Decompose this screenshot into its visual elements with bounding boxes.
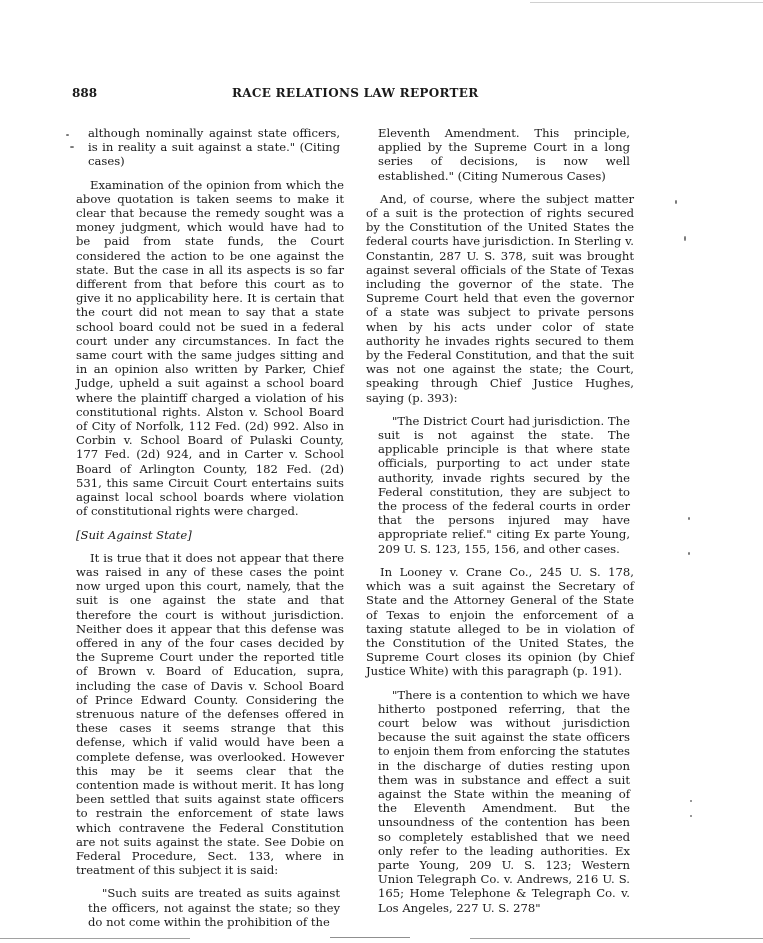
scan-edge-line <box>530 2 763 3</box>
quote-continuation: although nominally against state officers, is in reality a suit against a state." (Citing cases) <box>88 126 340 169</box>
right-column <box>366 126 634 924</box>
left-column <box>76 126 344 938</box>
scan-speck <box>684 236 686 241</box>
paragraph: Examination of the opinion from which the above quotation is taken seems to make it clear that because the remedy sought was a money judgment, which would have had to be paid from state funds, the Court considered the action to be one against the state. But the case in all its aspects is so far different from that before this court as to give it no applicability here. It is certain that the court did not mean to say that a state school board could not be sued in a federal court under any circumstances. In fact the same court with the same judges sitting and in an opinion also written by Parker, Chief Judge, upheld a suit against a school board where the plaintiff charged a violation of his constitutional rights. Alston v. School Board of City of Norfolk, 112 Fed. (2d) 992. Also in Corbin v. School Board of Pulaski County, 177 Fed. (2d) 924, and in Carter v. School Board of Arlington County, 182 Fed. (2d) 531, this same Circuit Court entertains suits against local school boards where violation of constitutional rights were charged. <box>76 177 344 519</box>
page-number: 888 <box>72 86 98 100</box>
scan-speck <box>675 200 677 204</box>
block-quote: "The District Court had jurisdiction. The suit is not against the state. The applicable principle is that where state officials, purporting to act under state authority, invade rights secured by the Federal constitution, they are subject to the process of the federal courts in order that the persons injured may have appropriate relief." citing Ex parte Young, 209 U. S. 123, 155, 156, and other cases. <box>378 413 630 556</box>
page-header <box>72 86 682 104</box>
paragraph: It is true that it does not appear that there was raised in any of these cases the point now urged upon this court, namely, that the suit is one against the state and that therefore the court is without jurisdiction. Neither does it appear that this defense was offered in any of the four cases decided by the Supreme Court under the reported title of Brown v. Board of Education, supra, including the case of Davis v. School Board of Prince Edward County. Considering the strenuous nature of the defenses offered in these cases it seems strange that this defense, which if valid would have been a complete defense, was overlooked. However this may be it seems clear that the contention made is without merit. It has long been settled that suits against state officers to restrain the enforcement of state laws which contravene the Federal Constitution are not suits against the state. See Dobie on Federal Procedure, Sect. 133, where in treatment of this subject it is said: <box>76 550 344 878</box>
quote-continuation: Eleventh Amendment. This principle, applied by the Supreme Court in a long series of decisions, is now well established." (Citing Numerous Cases) <box>378 126 630 183</box>
block-quote: "Such suits are treated as suits against the officers, not against the state; so they do not come within the prohibition of the <box>88 886 340 929</box>
section-heading: [Suit Against State] <box>76 528 192 543</box>
scan-speck <box>66 134 69 136</box>
scan-speck <box>688 552 690 555</box>
scan-speck <box>690 815 692 817</box>
scan-speck <box>690 800 692 802</box>
running-head: RACE RELATIONS LAW REPORTER <box>232 86 479 100</box>
scan-edge-line <box>470 938 763 939</box>
paragraph: In Looney v. Crane Co., 245 U. S. 178, which was a suit against the Secretary of State and the Attorney General of the State of Texas to enjoin the enforcement of a taxing statute alleged to be in violation of the Constitution of the United States, the Supreme Court closes its opinion (by Chief Justice White) with this paragraph (p. 191). <box>366 564 634 679</box>
scan-edge-line <box>330 937 410 938</box>
block-quote: "There is a contention to which we have hitherto postponed referring, that the court below was without jurisdiction because the suit against the state officers to enjoin them from enforcing the statutes in the discharge of duties resting upon them was in substance and effect a suit against the State within the meaning of the Eleventh Amendment. But the unsoundness of the contention has been so completely established that we need only refer to the leading authorities. Ex parte Young, 209 U. S. 123; Western Union Telegraph Co. v. Andrews, 216 U. S. 165; Home Telephone & Telegraph Co. v. Los Angeles, 227 U. S. 278" <box>378 687 630 915</box>
paragraph: And, of course, where the subject matter of a suit is the protection of rights secured by the Constitution of the United States the federal courts have jurisdiction. In Sterling v. Constantin, 287 U. S. 378, suit was brought against several officials of the State of Texas including the governor of the state. The Supreme Court held that even the governor of a state was subject to private persons when by his acts under color of state authority he invades rights secured to them by the Federal Constitution, and that the suit was not one against the state; the Court, speaking through Chief Justice Hughes, saying (p. 393): <box>366 191 634 405</box>
scan-speck <box>688 517 690 520</box>
scan-edge-line <box>0 938 190 939</box>
scan-speck <box>70 146 74 148</box>
